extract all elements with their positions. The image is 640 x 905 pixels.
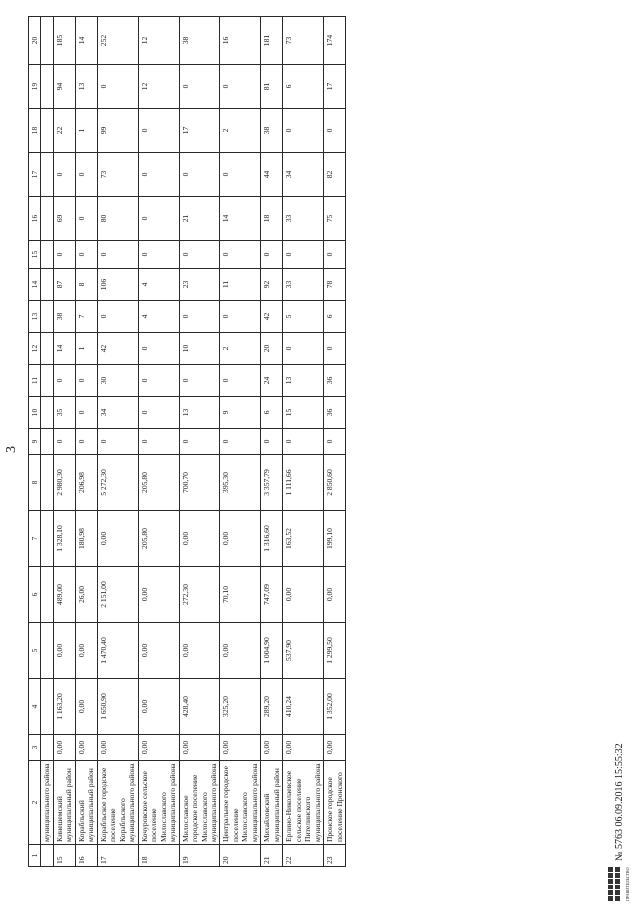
value-cell: 0 xyxy=(138,365,179,397)
value-cell: 10 xyxy=(179,333,220,365)
value-cell: 1 316,60 xyxy=(261,511,283,567)
value-cell: 87 xyxy=(53,269,75,301)
value-cell: 0,00 xyxy=(220,623,261,679)
header-cell: 12 xyxy=(29,333,41,365)
row-number: 19 xyxy=(179,845,220,867)
value-cell: 325,20 xyxy=(220,679,261,735)
table-row xyxy=(179,17,220,867)
value-cell: 205,80 xyxy=(138,511,179,567)
value-cell: 0 xyxy=(97,241,138,269)
value-cell: 3 357,79 xyxy=(261,455,283,511)
value-cell: 2 xyxy=(220,109,261,153)
value-cell: 174 xyxy=(324,17,346,65)
value-cell: 1 163,20 xyxy=(53,679,75,735)
value-cell: 0 xyxy=(324,241,346,269)
value-cell: 1 299,50 xyxy=(324,623,346,679)
value-cell: 0,00 xyxy=(53,735,75,761)
header-cell: 9 xyxy=(29,429,41,455)
value-cell xyxy=(41,679,53,735)
value-cell: 6 xyxy=(261,397,283,429)
value-cell: 0,00 xyxy=(179,623,220,679)
municipality-name: Кинешемский муниципальный район xyxy=(53,761,75,845)
value-cell: 0 xyxy=(75,241,97,269)
value-cell: 180,98 xyxy=(75,511,97,567)
value-cell: 1 xyxy=(75,333,97,365)
value-cell: 272,30 xyxy=(179,567,220,623)
header-cell: 16 xyxy=(29,197,41,241)
value-cell: 0 xyxy=(138,397,179,429)
value-cell xyxy=(41,455,53,511)
value-cell: 1 xyxy=(75,109,97,153)
value-cell: 13 xyxy=(283,365,324,397)
value-cell: 0 xyxy=(179,301,220,333)
value-cell: 17 xyxy=(324,65,346,109)
value-cell: 33 xyxy=(283,269,324,301)
row-number: 16 xyxy=(75,845,97,867)
value-cell: 0,00 xyxy=(138,679,179,735)
table-row xyxy=(75,17,97,867)
table-row xyxy=(41,17,53,867)
header-cell: 3 xyxy=(29,735,41,761)
value-cell: 0 xyxy=(261,241,283,269)
value-cell: 0,00 xyxy=(53,623,75,679)
value-cell: 0,00 xyxy=(283,567,324,623)
row-number: 21 xyxy=(261,845,283,867)
value-cell: 0 xyxy=(138,333,179,365)
value-cell: 199,10 xyxy=(324,511,346,567)
value-cell: 0 xyxy=(75,153,97,197)
value-cell: 17 xyxy=(179,109,220,153)
row-number: 15 xyxy=(53,845,75,867)
value-cell xyxy=(41,301,53,333)
value-cell: 69 xyxy=(53,197,75,241)
value-cell: 0 xyxy=(97,429,138,455)
data-table xyxy=(28,16,346,867)
value-cell xyxy=(41,567,53,623)
value-cell: 0,00 xyxy=(261,735,283,761)
value-cell: 395,30 xyxy=(220,455,261,511)
row-number: 22 xyxy=(283,845,324,867)
table-row xyxy=(283,17,324,867)
value-cell: 1 352,00 xyxy=(324,679,346,735)
value-cell: 0,00 xyxy=(220,735,261,761)
value-cell: 38 xyxy=(179,17,220,65)
value-cell: 12 xyxy=(138,65,179,109)
value-cell: 1 470,40 xyxy=(97,623,138,679)
value-cell: 0 xyxy=(220,153,261,197)
header-row xyxy=(29,17,41,867)
value-cell xyxy=(41,241,53,269)
value-cell: 73 xyxy=(97,153,138,197)
value-cell: 0 xyxy=(75,197,97,241)
value-cell: 38 xyxy=(261,109,283,153)
value-cell: 75 xyxy=(324,197,346,241)
value-cell: 0,00 xyxy=(179,511,220,567)
value-cell: 206,98 xyxy=(75,455,97,511)
value-cell: 0 xyxy=(220,301,261,333)
value-cell: 15 xyxy=(283,397,324,429)
value-cell: 2 850,60 xyxy=(324,455,346,511)
value-cell: 0 xyxy=(220,241,261,269)
value-cell: 13 xyxy=(75,65,97,109)
row-number: 20 xyxy=(220,845,261,867)
value-cell: 30 xyxy=(97,365,138,397)
page-number: 3 xyxy=(4,446,19,453)
header-cell: 6 xyxy=(29,567,41,623)
value-cell: 0,00 xyxy=(179,735,220,761)
value-cell: 0 xyxy=(97,301,138,333)
municipality-name: муниципального района xyxy=(41,761,53,845)
value-cell: 2 980,30 xyxy=(53,455,75,511)
value-cell: 1 004,90 xyxy=(261,623,283,679)
value-cell xyxy=(41,65,53,109)
value-cell: 0,00 xyxy=(324,735,346,761)
value-cell: 14 xyxy=(220,197,261,241)
value-cell: 73 xyxy=(283,17,324,65)
value-cell: 7 xyxy=(75,301,97,333)
value-cell: 0 xyxy=(220,429,261,455)
value-cell: 410,24 xyxy=(283,679,324,735)
value-cell: 13 xyxy=(179,397,220,429)
table-row xyxy=(97,17,138,867)
table-row xyxy=(261,17,283,867)
header-cell: 17 xyxy=(29,153,41,197)
document-registration-id: № 5763 06.09.2016 15:55:32 xyxy=(613,743,625,861)
header-cell: 2 xyxy=(29,761,41,845)
value-cell: 0 xyxy=(179,429,220,455)
value-cell: 0,00 xyxy=(97,735,138,761)
municipality-name: Кочуровское сельское поселение Милославского муниципального района xyxy=(138,761,179,845)
value-cell: 20 xyxy=(261,333,283,365)
value-cell: 44 xyxy=(261,153,283,197)
header-cell: 5 xyxy=(29,623,41,679)
value-cell: 21 xyxy=(179,197,220,241)
value-cell: 0 xyxy=(138,197,179,241)
value-cell: 12 xyxy=(138,17,179,65)
value-cell: 0 xyxy=(97,65,138,109)
value-cell: 18 xyxy=(261,197,283,241)
value-cell: 0 xyxy=(283,109,324,153)
value-cell: 0,00 xyxy=(220,511,261,567)
value-cell xyxy=(41,109,53,153)
value-cell: 0 xyxy=(138,109,179,153)
value-cell xyxy=(41,511,53,567)
value-cell: 0 xyxy=(220,365,261,397)
value-cell: 16 xyxy=(220,17,261,65)
municipality-name: Михайловский муниципальный район xyxy=(261,761,283,845)
value-cell: 8 xyxy=(75,269,97,301)
value-cell: 163,52 xyxy=(283,511,324,567)
row-number: 23 xyxy=(324,845,346,867)
header-cell: 14 xyxy=(29,269,41,301)
header-cell: 1 xyxy=(29,845,41,867)
value-cell: 42 xyxy=(97,333,138,365)
value-cell xyxy=(41,333,53,365)
value-cell: 205,80 xyxy=(138,455,179,511)
value-cell: 22 xyxy=(53,109,75,153)
header-cell: 11 xyxy=(29,365,41,397)
municipality-name: Центральное городское поселение Милославского муниципального района xyxy=(220,761,261,845)
value-cell: 35 xyxy=(53,397,75,429)
municipality-name: Корабльский муниципальный район xyxy=(75,761,97,845)
value-cell: 70,10 xyxy=(220,567,261,623)
value-cell xyxy=(41,429,53,455)
value-cell xyxy=(41,735,53,761)
value-cell xyxy=(41,365,53,397)
table-row xyxy=(53,17,75,867)
municipality-name: Корабльское городское поселение Корабльского муниципального района xyxy=(97,761,138,845)
value-cell: 0 xyxy=(138,241,179,269)
value-cell: 106 xyxy=(97,269,138,301)
header-cell: 4 xyxy=(29,679,41,735)
value-cell: 0 xyxy=(53,153,75,197)
value-cell: 2 xyxy=(220,333,261,365)
header-cell: 10 xyxy=(29,397,41,429)
table-body xyxy=(29,17,346,867)
value-cell: 34 xyxy=(97,397,138,429)
value-cell: 0 xyxy=(283,429,324,455)
header-cell: 13 xyxy=(29,301,41,333)
value-cell: 0,00 xyxy=(138,567,179,623)
value-cell: 1 328,10 xyxy=(53,511,75,567)
value-cell: 0 xyxy=(283,241,324,269)
value-cell: 11 xyxy=(220,269,261,301)
row-number: 17 xyxy=(97,845,138,867)
value-cell: 0,00 xyxy=(138,623,179,679)
header-cell: 18 xyxy=(29,109,41,153)
value-cell: 82 xyxy=(324,153,346,197)
municipality-name: Милославское городское поселение Милославского муниципального района xyxy=(179,761,220,845)
value-cell: 6 xyxy=(324,301,346,333)
value-cell: 1 111,66 xyxy=(283,455,324,511)
value-cell: 0,00 xyxy=(75,623,97,679)
value-cell: 537,90 xyxy=(283,623,324,679)
table-row xyxy=(220,17,261,867)
value-cell: 0 xyxy=(179,241,220,269)
value-cell: 36 xyxy=(324,397,346,429)
value-cell: 0 xyxy=(324,429,346,455)
value-cell: 0,00 xyxy=(283,735,324,761)
value-cell: 0,00 xyxy=(324,567,346,623)
value-cell xyxy=(41,153,53,197)
value-cell: 2 151,00 xyxy=(97,567,138,623)
value-cell: 0 xyxy=(53,241,75,269)
value-cell: 0 xyxy=(138,429,179,455)
row-number: 18 xyxy=(138,845,179,867)
value-cell: 0,00 xyxy=(75,679,97,735)
value-cell: 4 xyxy=(138,269,179,301)
value-cell: 80 xyxy=(97,197,138,241)
value-cell: 5 272,30 xyxy=(97,455,138,511)
value-cell: 14 xyxy=(53,333,75,365)
value-cell: 6 xyxy=(283,65,324,109)
value-cell: 0 xyxy=(261,429,283,455)
value-cell: 24 xyxy=(261,365,283,397)
header-cell: 7 xyxy=(29,511,41,567)
barcode-seal xyxy=(608,867,630,901)
value-cell: 0 xyxy=(179,65,220,109)
municipality-name: Пронское городское поселение Пронского xyxy=(324,761,346,845)
value-cell xyxy=(41,197,53,241)
value-cell: 700,70 xyxy=(179,455,220,511)
value-cell: 0,00 xyxy=(75,735,97,761)
value-cell: 747,09 xyxy=(261,567,283,623)
value-cell: 36 xyxy=(324,365,346,397)
footer-stamp xyxy=(608,743,630,901)
value-cell: 42 xyxy=(261,301,283,333)
value-cell: 428,40 xyxy=(179,679,220,735)
value-cell: 0 xyxy=(283,333,324,365)
table-row xyxy=(138,17,179,867)
municipality-name: Ерлино-Николаевское сельское поселение Пителинского муниципального района xyxy=(283,761,324,845)
value-cell: 81 xyxy=(261,65,283,109)
value-cell: 185 xyxy=(53,17,75,65)
value-cell: 4 xyxy=(138,301,179,333)
value-cell: 34 xyxy=(283,153,324,197)
value-cell: 0 xyxy=(75,429,97,455)
value-cell: 0 xyxy=(220,65,261,109)
value-cell: 38 xyxy=(53,301,75,333)
value-cell: 92 xyxy=(261,269,283,301)
value-cell: 0 xyxy=(75,397,97,429)
value-cell: 289,20 xyxy=(261,679,283,735)
value-cell: 0 xyxy=(324,333,346,365)
value-cell: 0 xyxy=(53,365,75,397)
value-cell: 0,00 xyxy=(97,511,138,567)
value-cell: 0 xyxy=(179,365,220,397)
header-cell: 8 xyxy=(29,455,41,511)
header-cell: 20 xyxy=(29,17,41,65)
value-cell: 0 xyxy=(53,429,75,455)
value-cell: 5 xyxy=(283,301,324,333)
value-cell: 489,00 xyxy=(53,567,75,623)
value-cell: 181 xyxy=(261,17,283,65)
value-cell: 252 xyxy=(97,17,138,65)
value-cell: 26,00 xyxy=(75,567,97,623)
value-cell: 0,00 xyxy=(138,735,179,761)
value-cell: 9 xyxy=(220,397,261,429)
table-row xyxy=(324,17,346,867)
value-cell: 94 xyxy=(53,65,75,109)
header-cell: 19 xyxy=(29,65,41,109)
header-cell: 15 xyxy=(29,241,41,269)
value-cell xyxy=(41,269,53,301)
value-cell: 1 650,90 xyxy=(97,679,138,735)
row-number xyxy=(41,845,53,867)
value-cell: 23 xyxy=(179,269,220,301)
value-cell: 78 xyxy=(324,269,346,301)
value-cell: 0 xyxy=(75,365,97,397)
value-cell: 99 xyxy=(97,109,138,153)
value-cell xyxy=(41,17,53,65)
value-cell: 33 xyxy=(283,197,324,241)
value-cell: 0 xyxy=(179,153,220,197)
value-cell: 14 xyxy=(75,17,97,65)
seal-caption: ПРАВИТЕЛЬСТВО xyxy=(625,867,630,901)
value-cell xyxy=(41,623,53,679)
value-cell: 0 xyxy=(138,153,179,197)
value-cell xyxy=(41,397,53,429)
value-cell: 0 xyxy=(324,109,346,153)
